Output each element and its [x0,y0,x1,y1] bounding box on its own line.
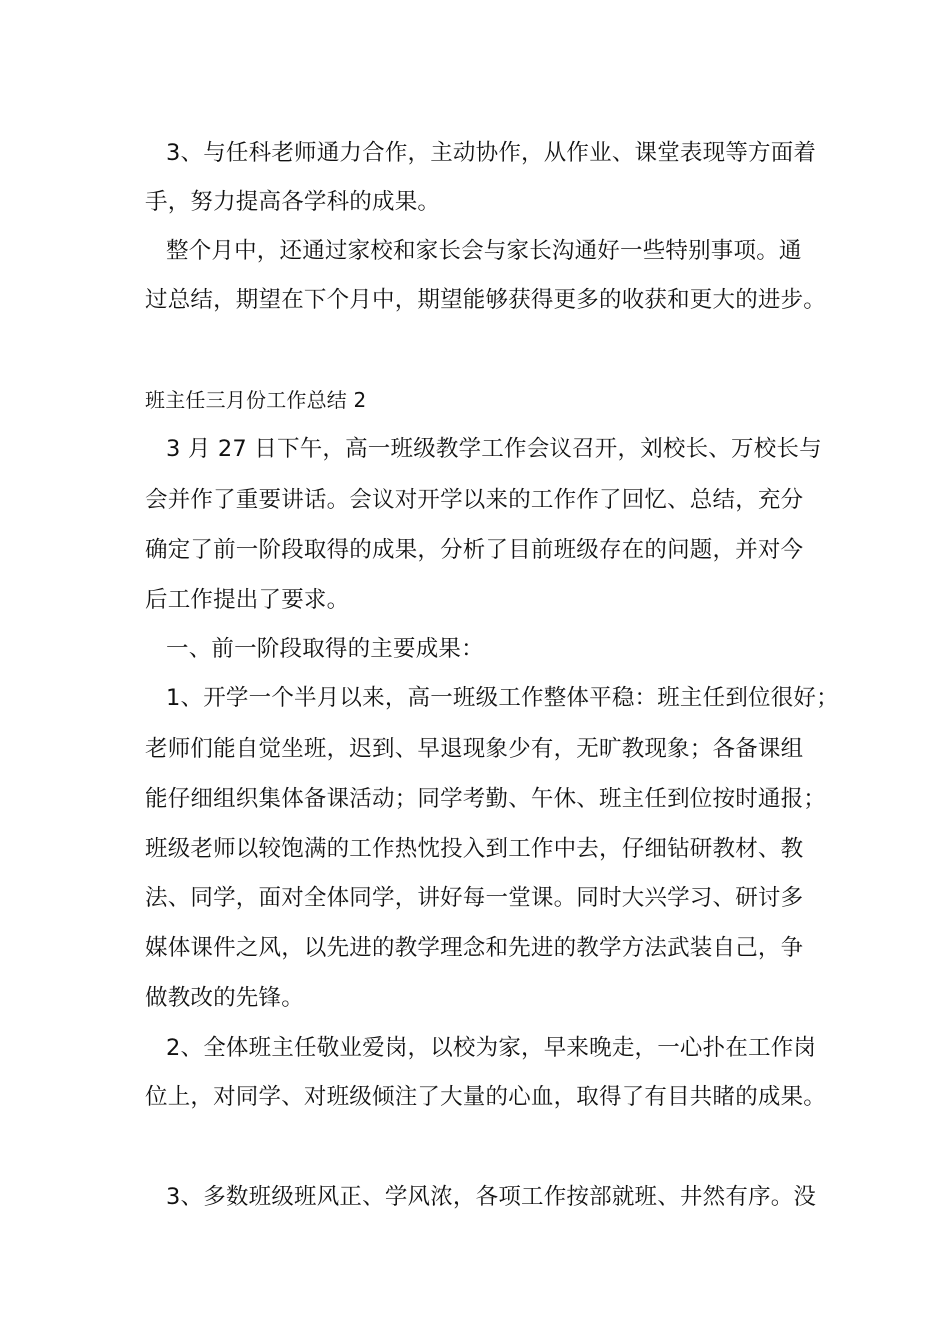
paragraph-line: 手，努力提高各学科的成果。 [145,189,441,215]
paragraph-line: 后工作提出了要求。 [145,587,350,613]
section-title: 班主任三月份工作总结 2 [145,388,367,412]
paragraph-line: 老师们能自觉坐班，迟到、早退现象少有，无旷教现象；各备课组 [145,736,804,762]
paragraph-line: 3、与任科老师通力合作，主动协作，从作业、课堂表现等方面着 [166,140,817,166]
paragraph-line: 媒体课件之风，以先进的教学理念和先进的教学方法武装自己，争 [145,935,804,961]
paragraph-line: 过总结，期望在下个月中，期望能够获得更多的收获和更大的进步。 [145,287,827,313]
paragraph-line: 一、前一阶段取得的主要成果： [166,636,484,662]
paragraph-line: 做教改的先锋。 [145,985,304,1011]
paragraph-line: 3 月 27 日下午，高一班级教学工作会议召开，刘校长、万校长与 [166,436,822,462]
paragraph-line: 班级老师以较饱满的工作热忱投入到工作中去，仔细钻研教材、教 [145,836,804,862]
paragraph-line: 能仔细组织集体备课活动；同学考勤、午休、班主任到位按时通报； [145,786,827,812]
paragraph-line: 位上，对同学、对班级倾注了大量的心血，取得了有目共睹的成果。 [145,1084,827,1110]
paragraph-line: 2、全体班主任敬业爱岗，以校为家，早来晚走，一心扑在工作岗 [166,1035,817,1061]
paragraph-line: 1、开学一个半月以来，高一班级工作整体平稳：班主任到位很好； [166,685,839,711]
paragraph-line: 确定了前一阶段取得的成果，分析了目前班级存在的问题，并对今 [145,537,804,563]
paragraph-line: 会并作了重要讲话。会议对开学以来的工作作了回忆、总结，充分 [145,487,804,513]
paragraph-line: 整个月中，还通过家校和家长会与家长沟通好一些特别事项。通 [166,238,802,264]
paragraph-line: 法、同学，面对全体同学，讲好每一堂课。同时大兴学习、研讨多 [145,885,804,911]
paragraph-line: 3、多数班级班风正、学风浓，各项工作按部就班、井然有序。没 [166,1184,817,1210]
